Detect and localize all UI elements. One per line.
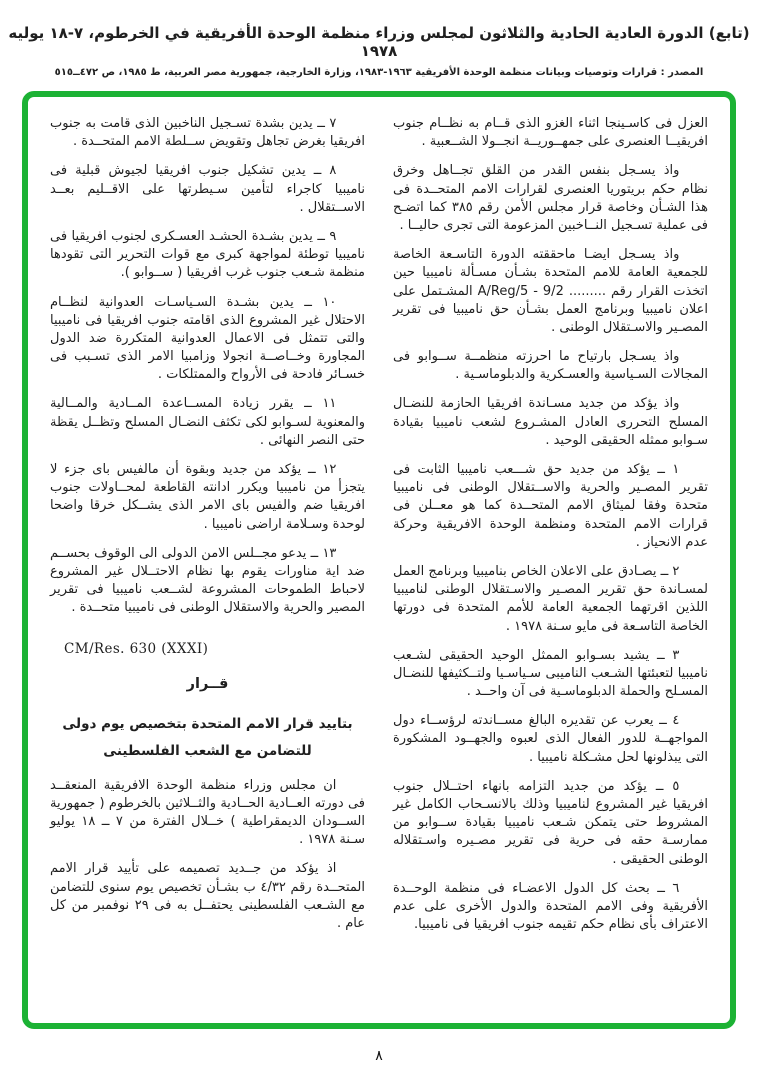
paragraph: ٥ ــ يؤكد من جديد التزامه بانهاء احتــلال جنوب افريقيا غير المشروع لناميبيا وذلك بالانسـحاب الكامل غير المشروط حتى يتمكن شـعب ناميبيا بقيادة ســوابو من ممارسـة حقه فى حرية فى تقرير مصـيره واسـتقلاله الوطنى الحقيقى . (393, 778, 708, 867)
decision-subtitle-line2: للتضامن مع الشعب الفلسطينى (103, 742, 312, 759)
paragraph: ٢ ــ يصـادق على الاعلان الخاص بناميبيا وبرنامج العمل لمسـاندة حق تقرير المصـير والاسـتقلال الوطنى لناميبيا اللذين اقرتهما الجمعية العامة للأمم المتحدة فى دورتها الخاصة التاسـعة فى مايو سـنة ١٩٧٨ . (393, 563, 708, 634)
paragraph: ١٣ ــ يدعو مجــلس الامن الدولى الى الوقوف بحســم ضد اية مناورات يقوم بها نظام الاحتــلال غير المشروع لاحباط الطموحات المشروعة لشــعب ناميبيا فى تقرير المصير والحرية والاستقلال الوطنى فى ناميبيا متحــدة . (50, 545, 365, 616)
two-column-layout (28, 97, 730, 1023)
paragraph: اذ يؤكد من جــديد تصميمه على تأييد قرار الامم المتحــدة رقم ٤/٣٢ ب بشـأن تخصيص يوم سنوى للتضامن مع الشـعب الفلسطينى يحتفــل به فى ٢٩ نوفمبر من كل عام . (50, 861, 365, 931)
page-number: ٨ (375, 1048, 383, 1064)
page-footer (0, 1045, 758, 1064)
paragraph: ٣ ــ يشيد بسـوابو الممثل الوحيد الحقيقى لشـعب ناميبيا لتعبئتها الشـعب الناميبى سـياسـيا ولتــكثيفها للنضـال المسـلح والحملة الدبلوماسـية فى آن واحــد . (393, 647, 708, 700)
paragraph: ٩ ــ يدين بشـدة الحشـد العسـكرى لجنوب افريقيا فى ناميبيا توطئة لمواجهة كبرى مع قوات التحرير التى تقودها منظمة شـعب جنوب غرب افريقيا ( ســوابو ). (50, 228, 365, 281)
paragraph: ٦ ــ بحث كل الدول الاعضـاء فى منظمة الوحــدة الأفريقية وفى الامم المتحدة والدول الأخرى على عدم الاعتراف بأى نظام حكم تقيمه جنوب افريقيا فى ناميبيا. (393, 880, 708, 933)
session-title: (تابع) الدورة العادية الحادية والثلاثون لمجلس وزراء منظمة الوحدة الأفريقية في الخرطوم، ٧-١٨ يوليه ١٩٧٨ (8, 24, 750, 60)
right-column (393, 115, 708, 1013)
left-paragraph-list (50, 115, 365, 618)
paragraph: واذ يؤكد من جديد مسـاندة افريقيا الحازمة للنضـال المسلح التحررى العادل المشـروع لشعب ناميبيا بقيادة سـوابو ممثله الحقيقى الوحيد . (393, 396, 708, 448)
paragraph: ١٠ ــ يدين بشـدة السـياسـات العدوانية لنظــام الاحتلال غير المشروع الذى اقامته جنوب افريقيا فى ناميبيا والتى تتمثل فى الاعمال العدوانية المتكررة ضد الدول المجاورة وخــاصــة انجولا وزامبيا الامر الذى تسـبب فى خسـائر فادحة فى الأرواح والممتلكات . (50, 294, 365, 383)
paragraph: العزل فى كاسـينجا اثناء الغزو الذى قــام به نظــام جنوب افريقيــا العنصرى على جمهــوريــة انجــولا الشــعبية . (393, 116, 708, 150)
paragraph: ٧ ــ يدين بشدة تسـجيل الناخبين الذى قامت به جنوب افريقيا بغرض تجاهل وتقويض ســلطة الامم المتحــدة . (50, 116, 365, 150)
page-header (0, 0, 758, 78)
paragraph: ١٢ ــ يؤكد من جديد وبقوة أن مالفيس باى جزء لا يتجزأ من ناميبيا ويكرر ادانته القاطعة لمحــاولات جنوب افريقيا ضم والفيس باى الامر الذى يشــكل خرقا واضحا لوحدة وسـلامة اراضى ناميبيا . (50, 462, 365, 532)
decision-subtitle-line1: بتاييد قرار الامم المتحدة بتخصيص يوم دولى (62, 715, 353, 732)
paragraph: واذ يسـجل ايضـا ماحققته الدورة التاسـعة الخاصة للجمعية العامة للامم المتحدة بشـأن مسـألة ناميبيا حين اتخذت القرار رقم ......... A/Reg/5 - 9/2 المشـتمل على اعلان ناميبيا وبرنامج العمل بشـأن حق ناميبيا فى تقرير المصـير والاسـتقلال الوطنى . (393, 247, 708, 335)
paragraph: ١ ــ يؤكد من جديد حق شـــعب ناميبيا الثابت فى تقرير المصـير والحرية والاســتقلال الوطنى فى ناميبيا متحدة وفقا لميثاق الامم المتحــدة كما هو معــلن فى قرارات الامم المتحدة ومنظمة الوحدة الافريقية وحركة عدم الانحياز . (393, 462, 708, 550)
paragraph: ١١ ــ يقرر زيادة المســاعدة المــادية والمــالية والمعنوية لسـوابو لكى تكثف النضـال المسلح وتظــل يقظة حتى النصر النهائى . (50, 396, 365, 448)
green-document-frame (22, 91, 736, 1029)
paragraph: واذ يسـجل بارتياح ما احرزته منظمــة ســوابو فى المجالات السـياسية والعسـكرية والدبلوماسـية . (393, 349, 708, 383)
resolution-code: CM/Res. 630 (XXXI) (64, 640, 209, 657)
right-paragraph-list (393, 115, 708, 934)
decision-subtitle (50, 711, 365, 765)
paragraph: ٤ ــ يعرب عن تقديره البالغ مســاندته لرؤســاء دول المواجهــة للدور الفعال الذى لعبوه والجهــود المشكورة التى يبذلونها لحل مشـكلة ناميبيا . (393, 713, 708, 765)
paragraph: واذ يسـجل بنفس القدر من القلق تجــاهل وخرق نظام حكم بريتوريا العنصرى لقرارات الامم المتحــدة فى هذا الشـأن وخاصة قرار مجلس الأمن رقم ٣٨٥ كما اتضـح فى عملية تسـجيل النــاخبين المزعومة التى تجرى حاليــا . (393, 163, 709, 233)
decision-title: قــرار (186, 676, 229, 693)
closing-paragraph-list (50, 777, 365, 934)
source-citation: المصدر : قرارات وتوصيات وبيانات منظمة الوحدة الأفريقية ١٩٦٣-١٩٨٣، وزارة الخارجية، جمهورية مصر العربية، ط ١٩٨٥، ص ٤٧٢ــ٥١٥ (54, 67, 704, 78)
left-column (50, 115, 365, 1013)
paragraph: ٨ ــ يدين تشكيل جنوب افريقيا لجيوش قبلية فى ناميبيا كاجراء لتأمين سـيطرتها على الاقــليم بعــد الاســتقلال . (50, 163, 365, 215)
paragraph: ان مجلس وزراء منظمة الوحدة الافريقية المنعقــد فى دورته العــادية الحــادية والثــلاثين بالخرطوم ( جمهورية الســودان الديمقراطية ) خــلال الفترة من ٧ ــ ١٨ يوليو سـنة ١٩٧٨ . (50, 777, 365, 848)
